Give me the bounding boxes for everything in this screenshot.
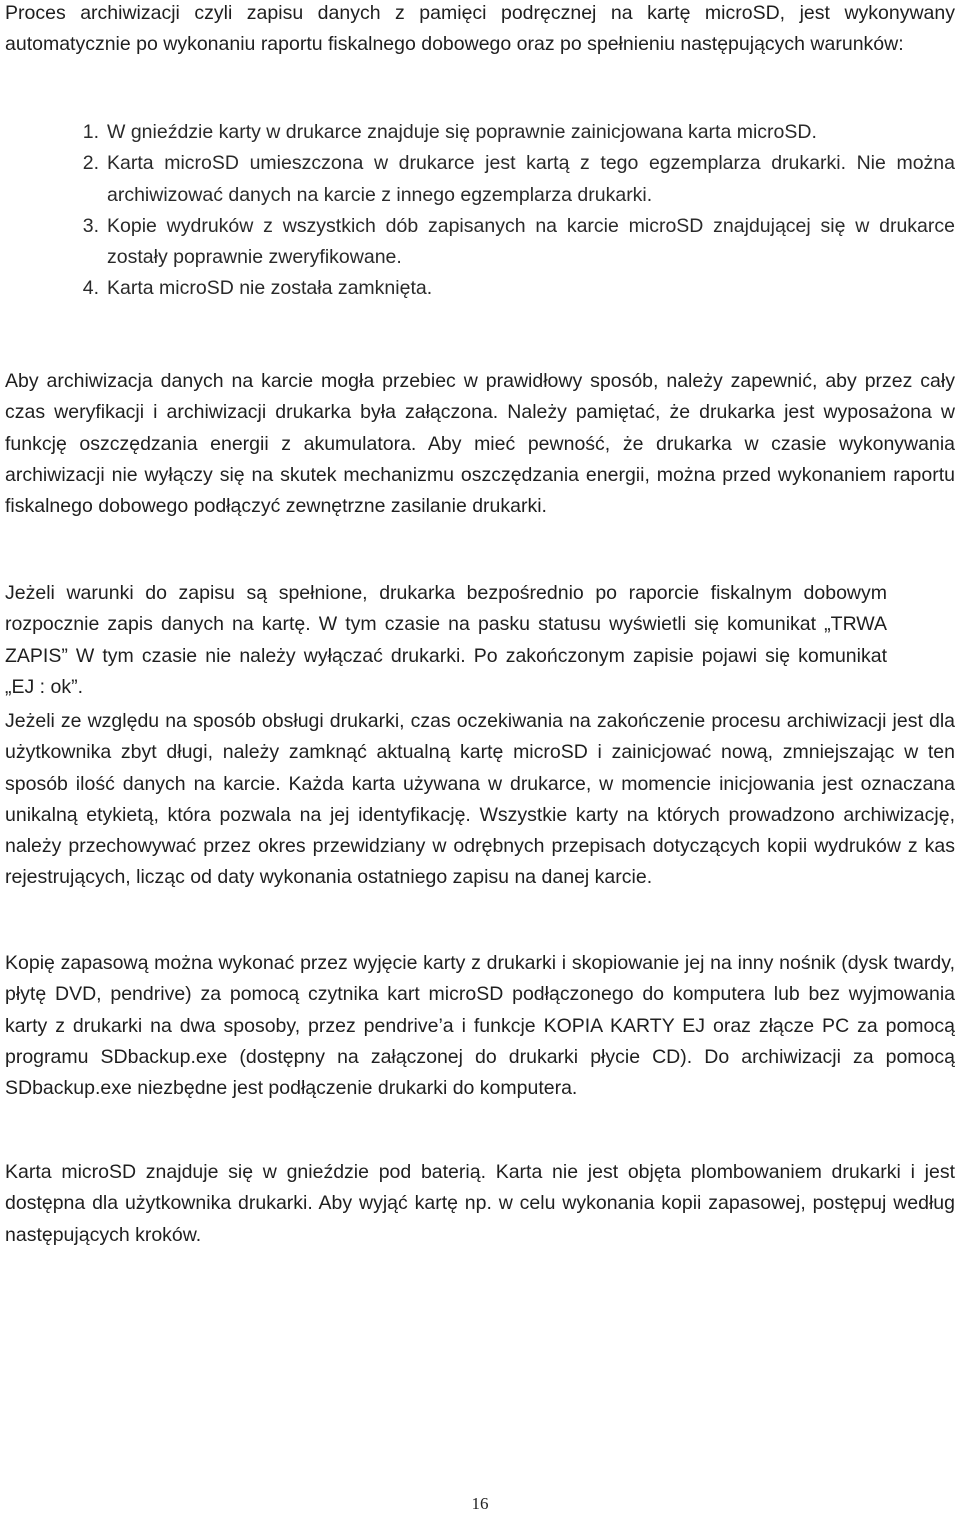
- page-number: 16: [471, 1494, 489, 1513]
- list-item: [5, 117, 955, 148]
- list-item-text: W gnieździe karty w drukarce znajduje się poprawnie zainicjowana karta microSD.: [107, 121, 817, 143]
- list-item: [5, 148, 955, 211]
- list-item-number: 1.: [82, 121, 99, 143]
- card-location-paragraph: Karta microSD znajduje się w gnieździe pod baterią. Karta nie jest objęta plombowaniem drukarki i jest dostępna dla użytkownika drukarki. Aby wyjąć kartę np. w celu wykonania kopii zapasowej, postępuj według następujących kroków.: [5, 1161, 955, 1246]
- intro-paragraph: Proces archiwizacji czyli zapisu danych z pamięci podręcznej na kartę microSD, jest wykonywany automatycznie po wykonaniu raportu fiskalnego dobowego oraz po spełnieniu następujących warunków:: [5, 2, 955, 56]
- list-item-number: 3.: [82, 214, 99, 237]
- status-paragraph: Jeżeli warunki do zapisu są spełnione, drukarka bezpośrednio po raporcie fiskalnym dobowym rozpocznie zapis danych na kartę. W tym czasie na pasku statusu wyświetli się komunikat „TRWA ZAPIS” W tym czasie nie należy wyłączać drukarki. Po zakończonym zapisie pojawi się komunikat „EJ : ok”.: [5, 582, 887, 698]
- list-item-number: 2.: [82, 152, 99, 175]
- list-item-text: Karta microSD umieszczona w drukarce jest kartą z tego egzemplarza drukarki. Nie można archiwizować danych na karcie z innego egzemplarza drukarki.: [107, 152, 955, 206]
- list-item-text: Karta microSD nie została zamknięta.: [107, 277, 433, 300]
- list-item-text: Kopie wydruków z wszystkich dób zapisanych na karcie microSD znajdującej się w drukarce zostały poprawnie zweryfikowane.: [107, 214, 955, 269]
- list-item: [5, 211, 955, 274]
- list-item: [5, 273, 955, 304]
- backup-paragraph: Kopię zapasową można wykonać przez wyjęcie karty z drukarki i skopiowanie jej na inny nośnik (dysk twardy, płytę DVD, pendrive) za pomocą czytnika kart microSD podłączonego do komputera lub bez wyjmowania karty z drukarki na dwa sposoby, przez pendrive’a i funkcje KOPIA KARTY EJ oraz złącze PC za pomocą programu SDbackup.exe (dostępny na załączonej do drukarki płycie CD). Do archiwizacji za pomocą SDbackup.exe niezbędne jest podłączenie drukarki do komputera.: [5, 952, 955, 1100]
- list-item-number: 4.: [82, 277, 99, 300]
- conditions-list: [5, 117, 955, 305]
- power-paragraph: Aby archiwizacja danych na karcie mogła przebiec w prawidłowy sposób, należy zapewnić, aby przez cały czas weryfikacji i archiwizacji drukarka była załączona. Należy pamiętać, że drukarka jest wyposażona w funkcję oszczędzania energii z akumulatora. Aby mieć pewność, że drukarka w czasie wykonywania archiwizacji nie wyłączy się na skutek mechanizmu oszczędzania energii, można przed wykonaniem raportu fiskalnego dobowego podłączyć zewnętrzne zasilanie drukarki.: [5, 370, 955, 518]
- new-card-paragraph: Jeżeli ze względu na sposób obsługi drukarki, czas oczekiwania na zakończenie procesu archiwizacji jest dla użytkownika zbyt długi, należy zamknąć aktualną kartę microSD i zainicjować nową, zmniejszając w ten sposób ilość danych na karcie. Każda karta używana w drukarce, w momencie inicjowania jest oznaczana unikalną etykietą, która pozwala na jej identyfikację. Wszystkie karty na których prowadzono archiwizację, należy przechowywać przez okres przewidziany w odrębnych przepisach dotyczących kopii wydruków z kas rejestrujących, licząc od daty wykonania ostatniego zapisu na danej karcie.: [5, 710, 955, 889]
